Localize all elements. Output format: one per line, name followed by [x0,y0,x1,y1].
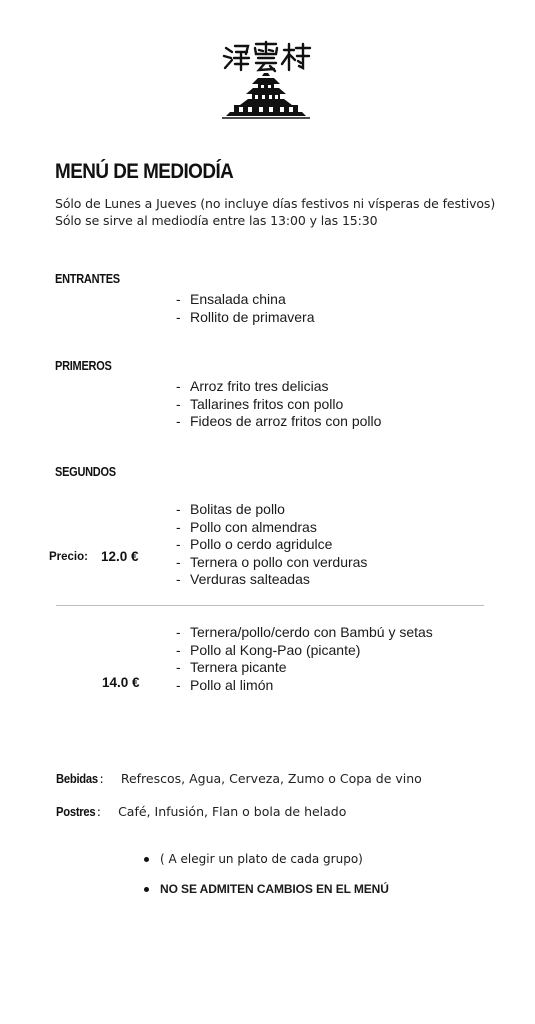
dish-item: - Fideos de arroz fritos con pollo [176,413,382,429]
bullet-icon [144,887,149,892]
chinese-calligraphy-pagoda-logo [218,40,314,120]
divider-line [56,605,484,606]
dish-item: - Pollo o cerdo agridulce [176,536,333,552]
dish-item: - Ternera o pollo con verduras [176,553,368,570]
notes-list [144,852,389,896]
dish-item: - Pollo al Kong-Pao (picante) [176,641,361,658]
postres-row: Postres: Café, Infusión, Flan o bola de helado [56,804,347,819]
dish-list-segundos-12 [176,501,367,589]
dish-item: - Tallarines fritos con pollo [176,395,344,412]
menu-title: MENÚ DE MEDIODÍA [55,160,234,183]
bullet-icon [144,857,149,862]
dish-item: - Ensalada china [176,291,286,307]
price-label: Precio: [49,551,88,563]
dish-list-primeros [176,378,381,431]
section-label-segundos: SEGUNDOS [55,465,116,479]
dish-item: - Pollo al limón [176,676,274,693]
note-choose-one: ( A elegir un plato de cada grupo) [144,852,389,882]
price-14: 14.0 € [102,675,140,690]
postres-value: Café, Infusión, Flan o bola de helado [118,804,347,819]
note-no-changes: NO SE ADMITEN CAMBIOS EN EL MENÚ [144,882,389,896]
bebidas-value: Refrescos, Agua, Cerveza, Zumo o Copa de vino [120,771,422,786]
dish-item: - Pollo con almendras [176,518,317,535]
postres-label: Postres [56,805,96,819]
dish-item: - Verduras salteadas [176,571,310,587]
dish-item: - Ternera/pollo/cerdo con Bambú y setas [176,624,433,640]
dish-item: - Arroz frito tres delicias [176,378,329,394]
dish-item: - Bolitas de pollo [176,501,285,517]
dish-item: - Ternera picante [176,659,287,675]
schedule-days-note: Sólo de Lunes a Jueves (no incluye días festivos ni vísperas de festivos) [55,196,496,211]
dish-list-entrantes [176,291,315,326]
dish-list-segundos-14 [176,624,433,694]
dish-item: - Rollito de primavera [176,308,315,325]
schedule-hours-note: Sólo se sirve al mediodía entre las 13:00 y las 15:30 [55,213,378,228]
section-label-primeros: PRIMEROS [55,359,112,373]
section-label-entrantes: ENTRANTES [55,272,120,286]
price-12: 12.0 € [101,549,139,564]
bebidas-row: Bebidas : Refrescos, Agua, Cerveza, Zumo o Copa de vino [56,771,422,786]
bebidas-label: Bebidas [56,772,98,786]
